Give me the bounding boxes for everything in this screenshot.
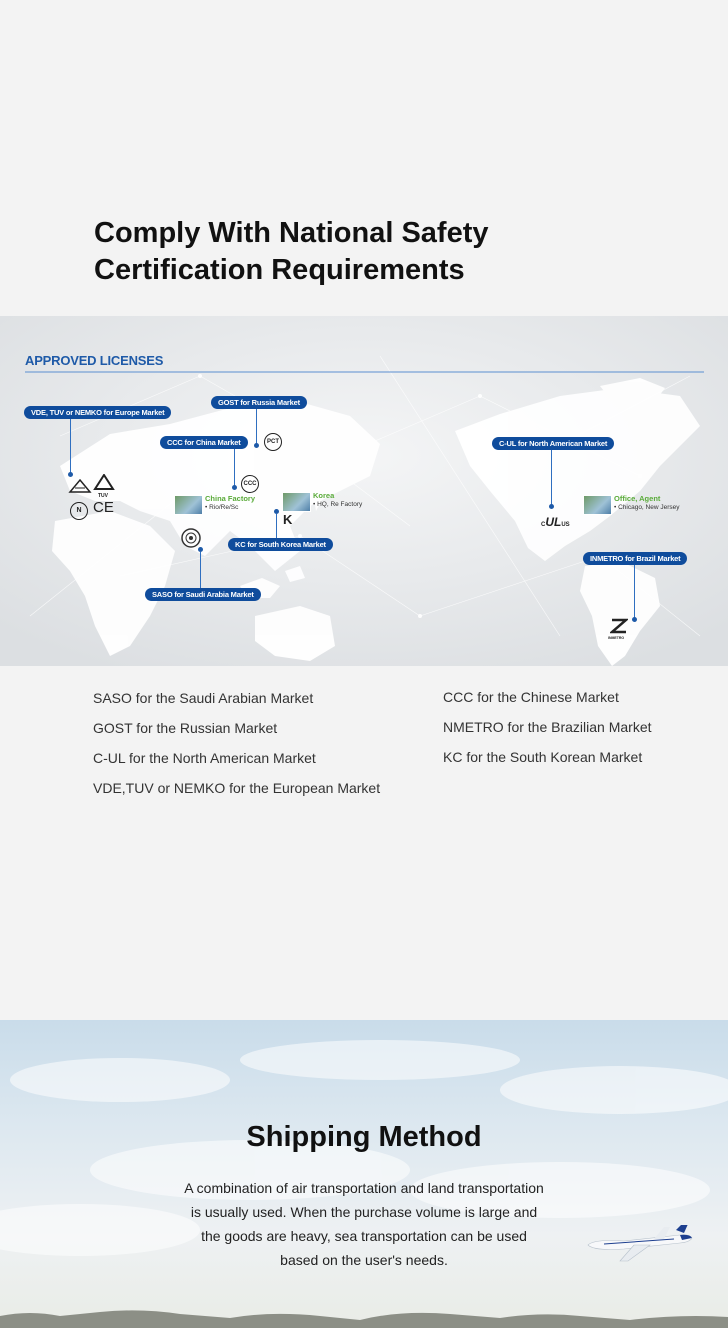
- license-item: VDE,TUV or NEMKO for the European Market: [93, 780, 381, 796]
- factory-korea-name: Korea: [313, 491, 335, 500]
- cul-mark-icon: [541, 513, 570, 531]
- heading-line-2: Certification Requirements: [94, 254, 465, 287]
- ccc-mark-icon: CCC: [241, 475, 259, 493]
- stem-korea: [276, 514, 277, 538]
- shipping-section: [0, 1020, 728, 1328]
- heading-line-1: Comply With National Safety: [94, 217, 489, 250]
- license-item: KC for the South Korean Market: [443, 749, 643, 765]
- map-title: APPROVED LICENSES: [25, 353, 164, 368]
- dot-north-america: [549, 504, 554, 509]
- saso-mark-icon: [180, 527, 202, 549]
- license-item: NMETRO for the Brazilian Market: [443, 719, 652, 735]
- factory-china-name: China Factory: [205, 494, 256, 503]
- stem-russia: [256, 409, 257, 445]
- dot-china: [232, 485, 237, 490]
- mountains-graphic: [0, 1308, 728, 1328]
- tag-brazil: INMETRO for Brazil Market: [583, 552, 687, 565]
- sky-clouds-graphic: [0, 1020, 728, 1328]
- factory-usa-photo: [583, 495, 612, 515]
- stem-europe: [70, 419, 71, 474]
- factory-china-sub: • Rio/Re/Sc: [205, 504, 239, 511]
- license-item: CCC for the Chinese Market: [443, 689, 619, 705]
- factory-korea-photo: [282, 492, 311, 512]
- ce-mark-icon: CE: [93, 499, 114, 516]
- shipping-title: Shipping Method: [246, 1121, 482, 1153]
- inmetro-label: INMETRO: [608, 636, 625, 640]
- stem-china: [234, 449, 235, 487]
- dot-brazil: [632, 617, 637, 622]
- kc-mark-icon: K: [283, 512, 293, 527]
- factory-usa-name: Office, Agent: [614, 494, 661, 503]
- page-heading: [94, 215, 654, 289]
- license-item: SASO for the Saudi Arabian Market: [93, 690, 314, 706]
- factory-china-photo: [174, 495, 203, 515]
- stem-brazil: [634, 565, 635, 618]
- vde-mark-icon: [68, 478, 92, 494]
- tuv-label: TUV: [98, 493, 108, 499]
- license-item: GOST for the Russian Market: [93, 720, 278, 736]
- tag-saudi: SASO for Saudi Arabia Market: [145, 588, 261, 601]
- dot-europe: [68, 472, 73, 477]
- tag-russia: GOST for Russia Market: [211, 396, 307, 409]
- factory-usa-sub: • Chicago, New Jersey: [614, 504, 680, 511]
- tag-north-america: C-UL for North American Market: [492, 437, 614, 450]
- approved-licenses-map: [0, 316, 728, 666]
- pct-mark-icon: PCT: [264, 433, 282, 451]
- nemko-mark-icon: N: [70, 502, 88, 520]
- airplane-icon: [584, 1225, 696, 1265]
- cul-mark-ul: UL: [545, 515, 562, 529]
- stem-north-america: [551, 450, 552, 506]
- shipping-description: A combination of air transportation and land transportation is usually used. When the purchase volume is large and the goods are heavy, sea transportation can be used based on the user's needs.: [184, 1180, 544, 1268]
- tag-korea: KC for South Korea Market: [228, 538, 333, 551]
- factory-korea-sub: • HQ, Re Factory: [313, 501, 363, 508]
- cul-mark-us: US: [561, 522, 570, 528]
- dot-russia: [254, 443, 259, 448]
- stem-saudi: [200, 552, 201, 588]
- tag-europe: VDE, TUV or NEMKO for Europe Market: [24, 406, 171, 419]
- cul-mark-c: C: [541, 522, 546, 528]
- license-item: C-UL for the North American Market: [93, 750, 316, 766]
- tag-china: CCC for China Market: [160, 436, 248, 449]
